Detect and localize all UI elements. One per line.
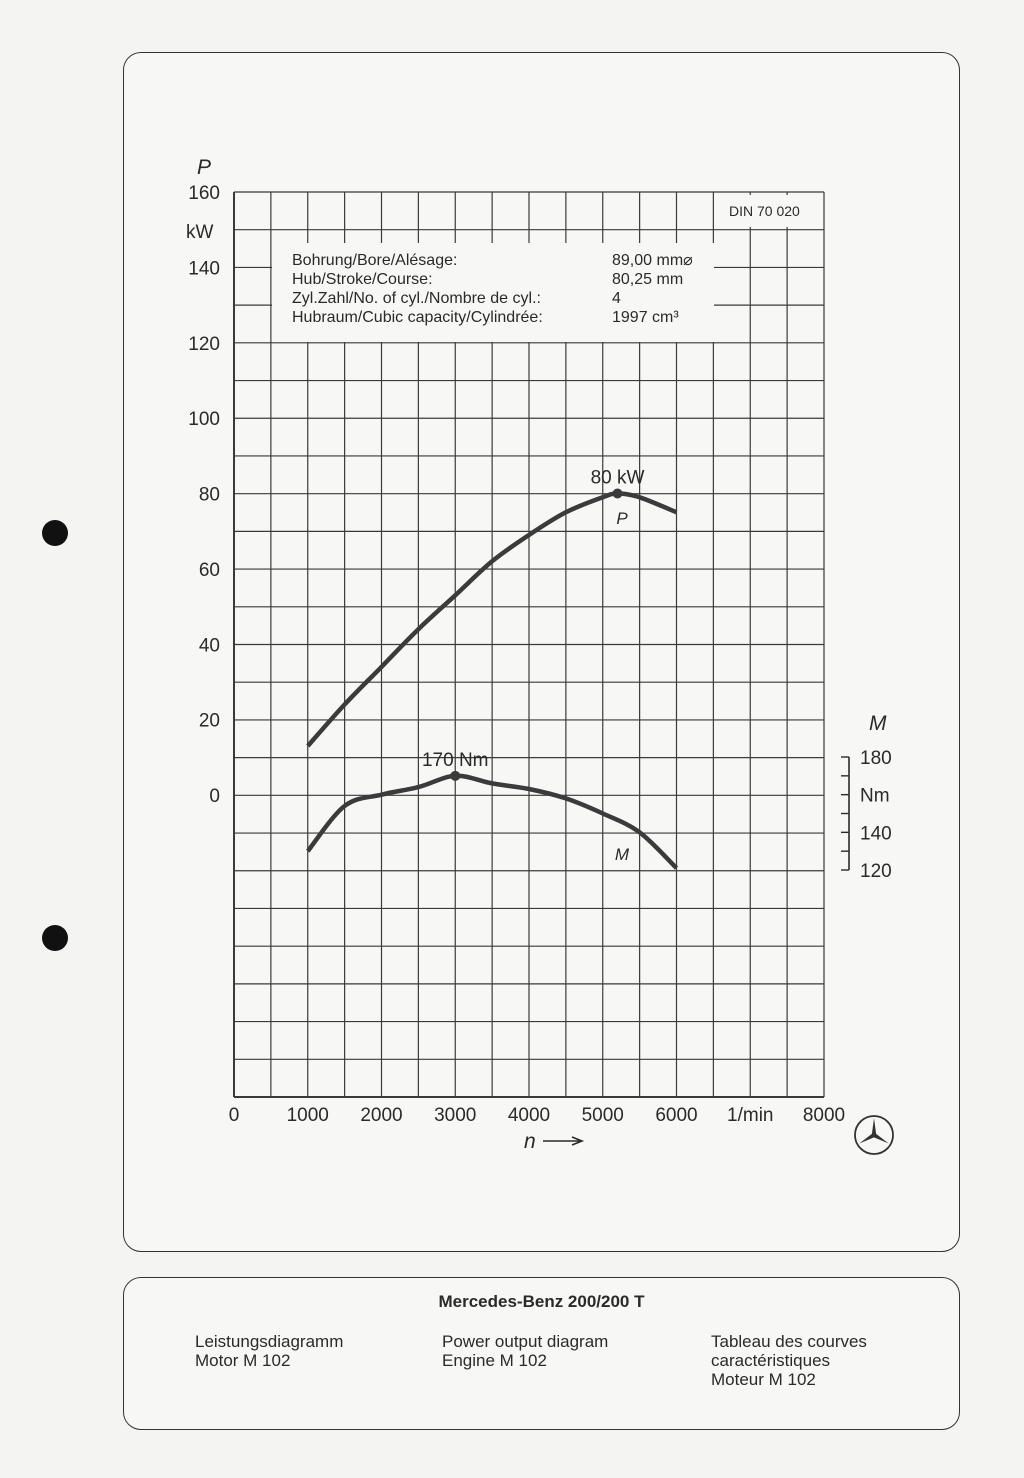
x-axis-arrow	[543, 1137, 582, 1145]
y-left-tick-label: 120	[188, 333, 220, 355]
spec-value: 1997 cm³	[612, 309, 679, 326]
y-left-tick-label: 40	[198, 635, 220, 657]
info-english	[442, 1332, 608, 1370]
x-tick-label: 8000	[802, 1105, 846, 1126]
y-right-tick-label: 120	[860, 861, 892, 882]
info-english-line: Engine M 102	[442, 1351, 547, 1370]
din-standard-label: DIN 70 020	[729, 203, 800, 219]
series-M-peak-point	[450, 771, 460, 781]
series-M-name-label: M	[614, 845, 630, 864]
x-tick-label: 1000	[286, 1105, 329, 1126]
y-left-tick-label: 100	[188, 409, 220, 431]
info-panel	[123, 1277, 960, 1430]
x-tick-label: 5000	[581, 1105, 624, 1126]
y-left-tick-label: 140	[188, 258, 220, 280]
series-M-peak-label: 170 Nm	[421, 749, 489, 771]
mercedes-star-icon	[855, 1116, 893, 1154]
info-french	[711, 1332, 867, 1389]
spec-label: Zyl.Zahl/No. of cyl./Nombre de cyl.:	[292, 290, 541, 307]
info-english-line: Power output diagram	[442, 1332, 609, 1351]
x-tick-label: 6000	[655, 1105, 698, 1126]
y-right-unit: Nm	[860, 785, 890, 807]
y-left-axis-label: P	[197, 156, 212, 179]
info-french-line: caractéristiques	[711, 1351, 831, 1370]
spec-value: 89,00 mm⌀	[612, 252, 693, 269]
y-right-axis-label: M	[869, 712, 887, 735]
model-title: Mercedes-Benz 200/200 T	[438, 1292, 645, 1311]
spec-label: Hub/Stroke/Course:	[292, 271, 433, 288]
y-left-tick-label: 160	[188, 183, 220, 204]
y-right-tick-label: 140	[860, 823, 892, 845]
x-tick-label: 4000	[507, 1105, 551, 1126]
spec-value: 4	[612, 290, 621, 307]
x-axis-label: n	[524, 1130, 536, 1153]
info-german	[195, 1332, 343, 1370]
spec-label: Bohrung/Bore/Alésage:	[292, 252, 458, 269]
info-german-line: Motor M 102	[195, 1351, 291, 1370]
info-german-line: Leistungsdiagramm	[195, 1332, 344, 1351]
info-french-line: Tableau des courves	[711, 1332, 867, 1351]
spec-value: 80,25 mm	[612, 271, 684, 288]
spec-label: Hubraum/Cubic capacity/Cylindrée:	[292, 309, 543, 326]
y-left-tick-label: 20	[198, 710, 220, 732]
x-tick-label: 0	[228, 1105, 240, 1126]
x-tick-label: 3000	[434, 1105, 477, 1126]
y-right-tick-label: 180	[860, 748, 892, 769]
info-french-line: Moteur M 102	[711, 1370, 816, 1389]
y-left-tick-label: 80	[198, 484, 220, 506]
series-P-peak-point	[613, 489, 623, 499]
x-tick-label: 1/min	[727, 1105, 774, 1126]
x-tick-label: 2000	[360, 1105, 403, 1126]
series-P-name-label: P	[616, 509, 628, 528]
y-left-tick-label: 60	[198, 559, 220, 581]
y-left-unit: kW	[186, 222, 214, 243]
series-P-peak-label: 80 kW	[590, 467, 645, 489]
y-left-tick-label: 0	[209, 786, 220, 807]
